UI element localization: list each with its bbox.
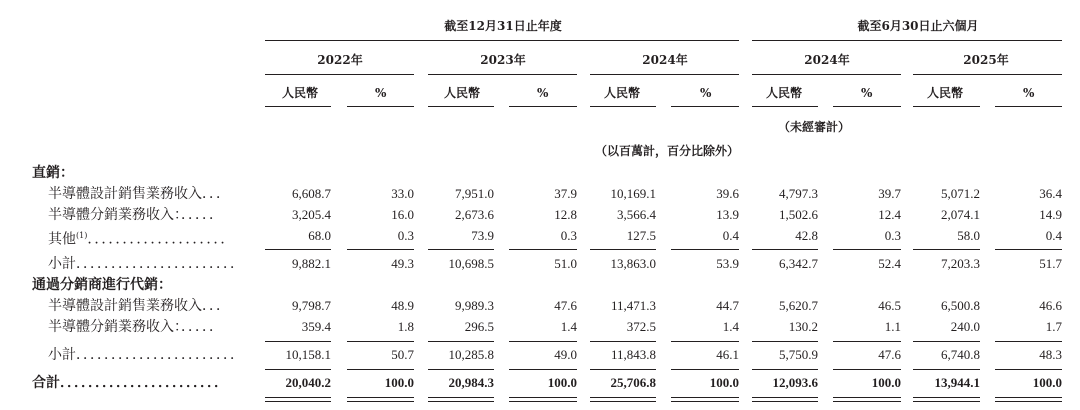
section-heading-direct: 直銷： (32, 165, 74, 181)
cell-value: 9,989.3 (455, 298, 494, 313)
col-header-pct: % (537, 86, 549, 100)
cell-value: 44.7 (716, 298, 739, 313)
col-header-rmb: 人民幣 (282, 86, 319, 100)
cell-value: 0.3 (560, 228, 577, 243)
interim-header-rule (752, 40, 1062, 41)
row-label: 半導體設計銷售業務收入．．． (48, 186, 230, 202)
year-header-2024: 2024年 (642, 53, 688, 67)
year-rule-2024 (590, 74, 739, 75)
cell-value: 36.4 (1039, 186, 1062, 201)
cell-value: 5,071.2 (941, 186, 980, 201)
row-label: 半導體設計銷售業務收入．．． (48, 298, 230, 314)
cell-value: 10,285.8 (448, 347, 494, 362)
cell-value: 0.4 (722, 228, 739, 243)
col-rule (590, 106, 656, 107)
subtotal-rule (752, 249, 818, 250)
subtotal-rule (995, 341, 1062, 342)
cell-value: 3,205.4 (292, 207, 331, 222)
section-heading-distributor: 通過分銷商進行代銷： (32, 277, 172, 293)
cell-value: 6,608.7 (292, 186, 331, 201)
cell-value: 130.2 (788, 319, 818, 334)
total-rule (833, 369, 901, 370)
cell-value: 1.8 (397, 319, 414, 334)
subtotal-rule (671, 341, 739, 342)
cell-value-total: 12,093.6 (772, 375, 818, 390)
cell-value: 5,750.9 (779, 347, 818, 362)
year-rule-interim-2025 (913, 74, 1062, 75)
cell-value: 13,863.0 (610, 256, 656, 271)
col-header-rmb: 人民幣 (444, 86, 481, 100)
total-double-rule (265, 397, 331, 402)
total-rule (671, 369, 739, 370)
cell-value: 51.0 (554, 256, 577, 271)
total-double-rule (671, 397, 739, 402)
subtotal-rule (995, 249, 1062, 250)
col-header-pct: % (375, 86, 387, 100)
cell-value: 47.6 (878, 347, 901, 362)
col-header-rmb: 人民幣 (927, 86, 964, 100)
subtotal-rule (509, 341, 577, 342)
year-header-interim-2024: 2024年 (804, 53, 850, 67)
cell-value: 46.1 (716, 347, 739, 362)
col-header-pct: % (861, 86, 873, 100)
cell-value-total: 100.0 (547, 375, 577, 390)
cell-value: 240.0 (950, 319, 980, 334)
col-rule (265, 106, 331, 107)
cell-value: 0.3 (884, 228, 901, 243)
year-header-interim-2025: 2025年 (963, 53, 1009, 67)
col-header-pct: % (1023, 86, 1035, 100)
total-rule (265, 369, 331, 370)
subtotal-rule (833, 341, 901, 342)
col-rule (428, 106, 494, 107)
total-rule (913, 369, 980, 370)
total-rule (347, 369, 414, 370)
subtotal-rule (752, 341, 818, 342)
cell-value-total: 100.0 (384, 375, 414, 390)
total-double-rule (995, 397, 1062, 402)
cell-value: 1.1 (884, 319, 901, 334)
cell-value: 4,797.3 (779, 186, 818, 201)
leader-dots: ．．．．．．．．．．．．．．．．．．．． (87, 231, 235, 248)
unit-note: （以百萬計，百分比除外） (594, 144, 739, 158)
cell-value-total: 100.0 (871, 375, 901, 390)
cell-value: 2,673.6 (455, 207, 494, 222)
col-rule (833, 106, 901, 107)
total-double-rule (833, 397, 901, 402)
year-header-2022: 2022年 (317, 53, 363, 67)
subtotal-rule (671, 249, 739, 250)
total-double-rule (509, 397, 577, 402)
col-rule (913, 106, 980, 107)
unaudited-note: （未經審計） (778, 120, 851, 134)
year-rule-2022 (265, 74, 414, 75)
cell-value: 0.3 (397, 228, 414, 243)
annual-header-rule (265, 40, 739, 41)
cell-value: 10,698.5 (448, 256, 494, 271)
cell-value: 49.3 (391, 256, 414, 271)
subtotal-rule (509, 249, 577, 250)
col-rule (671, 106, 739, 107)
total-rule (995, 369, 1062, 370)
cell-value-total: 100.0 (1032, 375, 1062, 390)
cell-value: 13.9 (716, 207, 739, 222)
cell-value: 296.5 (464, 319, 494, 334)
cell-value: 2,074.1 (941, 207, 980, 222)
col-header-pct: % (700, 86, 712, 100)
row-label-text: 其他 (48, 231, 76, 248)
total-rule (509, 369, 577, 370)
footnote-marker: (1) (76, 231, 88, 240)
cell-value: 39.7 (878, 186, 901, 201)
col-header-rmb: 人民幣 (604, 86, 641, 100)
cell-value: 39.6 (716, 186, 739, 201)
cell-value: 359.4 (301, 319, 331, 334)
cell-value: 12.4 (878, 207, 901, 222)
cell-value: 47.6 (554, 298, 577, 313)
total-double-rule (428, 397, 494, 402)
cell-value: 127.5 (626, 228, 656, 243)
subtotal-rule (833, 249, 901, 250)
cell-value-total: 25,706.8 (610, 375, 656, 390)
total-rule (752, 369, 818, 370)
cell-value: 48.9 (391, 298, 414, 313)
cell-value: 7,951.0 (455, 186, 494, 201)
row-label: 半導體分銷業務收入：．．．．． (48, 319, 223, 335)
cell-value: 12.8 (554, 207, 577, 222)
cell-value: 33.0 (391, 186, 414, 201)
subtotal-rule (428, 249, 494, 250)
cell-value: 7,203.3 (941, 256, 980, 271)
cell-value: 51.7 (1039, 256, 1062, 271)
year-header-2023: 2023年 (480, 53, 526, 67)
subtotal-rule (913, 341, 980, 342)
row-label-subtotal: 小計．．．．．．．．．．．．．．．．．．．．．．． (48, 256, 244, 272)
cell-value: 6,342.7 (779, 256, 818, 271)
cell-value: 46.5 (878, 298, 901, 313)
total-rule (428, 369, 494, 370)
cell-value: 5,620.7 (779, 298, 818, 313)
cell-value: 0.4 (1045, 228, 1062, 243)
cell-value: 6,740.8 (941, 347, 980, 362)
year-rule-2023 (428, 74, 577, 75)
total-rule (590, 369, 656, 370)
subtotal-rule (347, 249, 414, 250)
row-label-subtotal: 小計．．．．．．．．．．．．．．．．．．．．．．． (48, 347, 244, 363)
cell-value: 16.0 (391, 207, 414, 222)
subtotal-rule (347, 341, 414, 342)
total-double-rule (913, 397, 980, 402)
subtotal-rule (265, 341, 331, 342)
subtotal-rule (913, 249, 980, 250)
year-rule-interim-2024 (752, 74, 901, 75)
cell-value-total: 100.0 (709, 375, 739, 390)
subtotal-rule (265, 249, 331, 250)
cell-value: 9,798.7 (292, 298, 331, 313)
row-label-total: 合計．．．．．．．．．．．．．．．．．．．．．．． (32, 375, 228, 391)
cell-value: 37.9 (554, 186, 577, 201)
cell-value: 46.6 (1039, 298, 1062, 313)
cell-value: 1,502.6 (779, 207, 818, 222)
cell-value: 52.4 (878, 256, 901, 271)
interim-period-header: 截至6月30日止六個月 (857, 19, 979, 33)
cell-value: 9,882.1 (292, 256, 331, 271)
cell-value: 1.4 (560, 319, 577, 334)
row-label-other (48, 227, 234, 249)
cell-value: 372.5 (626, 319, 656, 334)
cell-value-total: 20,984.3 (448, 375, 494, 390)
cell-value: 58.0 (957, 228, 980, 243)
cell-value-total: 13,944.1 (934, 375, 980, 390)
col-rule (509, 106, 577, 107)
cell-value: 50.7 (391, 347, 414, 362)
cell-value: 14.9 (1039, 207, 1062, 222)
cell-value: 11,843.8 (610, 347, 656, 362)
total-double-rule (752, 397, 818, 402)
cell-value: 68.0 (308, 228, 331, 243)
total-double-rule (590, 397, 656, 402)
cell-value: 11,471.3 (610, 298, 656, 313)
cell-value-total: 20,040.2 (285, 375, 331, 390)
annual-period-header: 截至12月31日止年度 (444, 19, 562, 33)
total-double-rule (347, 397, 414, 402)
col-rule (995, 106, 1062, 107)
cell-value: 3,566.4 (617, 207, 656, 222)
cell-value: 1.7 (1045, 319, 1062, 334)
cell-value: 10,158.1 (285, 347, 331, 362)
cell-value: 73.9 (471, 228, 494, 243)
subtotal-rule (590, 341, 656, 342)
subtotal-rule (428, 341, 494, 342)
cell-value: 53.9 (716, 256, 739, 271)
row-label: 半導體分銷業務收入：．．．．． (48, 207, 223, 223)
col-header-rmb: 人民幣 (766, 86, 803, 100)
col-rule (752, 106, 818, 107)
cell-value: 48.3 (1039, 347, 1062, 362)
cell-value: 10,169.1 (610, 186, 656, 201)
cell-value: 1.4 (722, 319, 739, 334)
cell-value: 42.8 (795, 228, 818, 243)
col-rule (347, 106, 414, 107)
cell-value: 49.0 (554, 347, 577, 362)
cell-value: 6,500.8 (941, 298, 980, 313)
subtotal-rule (590, 249, 656, 250)
